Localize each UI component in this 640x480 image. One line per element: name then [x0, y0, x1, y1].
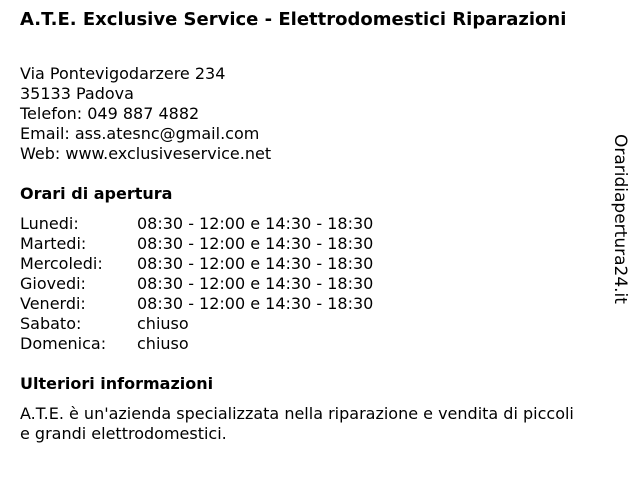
website: Web: www.exclusiveservice.net — [20, 144, 272, 163]
hours-row-thursday — [20, 274, 373, 294]
day-label: Martedi: — [20, 234, 87, 253]
business-name: A.T.E. Exclusive Service - Elettrodomestici Riparazioni — [20, 9, 567, 30]
email-address: Email: ass.atesnc@gmail.com — [20, 124, 260, 143]
city-address: 35133 Padova — [20, 84, 134, 103]
hours-value: 08:30 - 12:00 e 14:30 - 18:30 — [137, 254, 374, 273]
opening-hours-heading: Orari di apertura — [20, 184, 173, 203]
site-watermark: Oraridiapertura24.it — [610, 134, 630, 304]
street-address: Via Pontevigodarzere 234 — [20, 64, 226, 83]
hours-row-tuesday — [20, 234, 373, 254]
additional-info-heading: Ulteriori informazioni — [20, 374, 214, 393]
hours-value: 08:30 - 12:00 e 14:30 - 18:30 — [137, 234, 374, 253]
phone-number: Telefon: 049 887 4882 — [20, 104, 200, 123]
hours-value: 08:30 - 12:00 e 14:30 - 18:30 — [137, 214, 374, 233]
hours-row-sunday — [20, 334, 373, 354]
hours-row-monday — [20, 214, 373, 234]
contact-block — [20, 64, 271, 164]
hours-row-friday — [20, 294, 373, 314]
day-label: Venerdi: — [20, 294, 86, 313]
day-label: Mercoledi: — [20, 254, 103, 273]
hours-value: 08:30 - 12:00 e 14:30 - 18:30 — [137, 294, 374, 313]
opening-hours-table — [20, 214, 373, 354]
hours-row-saturday — [20, 314, 373, 334]
day-label: Sabato: — [20, 314, 82, 333]
day-label: Domenica: — [20, 334, 107, 353]
hours-value: chiuso — [137, 314, 189, 333]
hours-value: chiuso — [137, 334, 189, 353]
business-description: A.T.E. è un'azienda specializzata nella riparazione e vendita di piccoli e grandi elettrodomestici. — [20, 404, 574, 443]
day-label: Lunedi: — [20, 214, 79, 233]
hours-row-wednesday — [20, 254, 373, 274]
hours-value: 08:30 - 12:00 e 14:30 - 18:30 — [137, 274, 374, 293]
day-label: Giovedi: — [20, 274, 86, 293]
